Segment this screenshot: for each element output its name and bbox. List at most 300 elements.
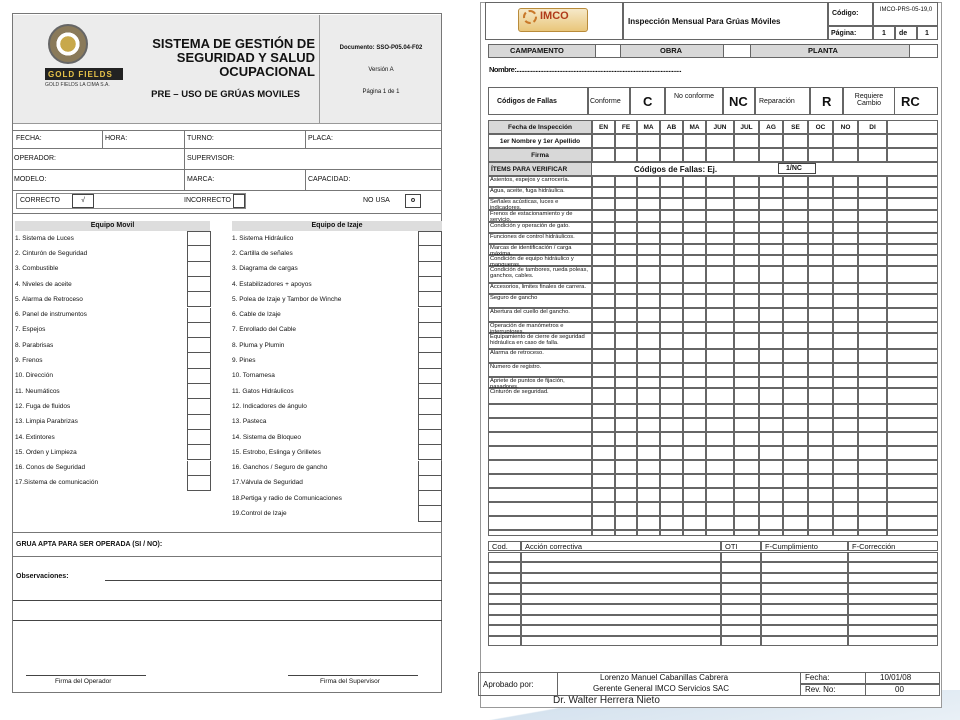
grid-cell[interactable] — [592, 210, 615, 222]
grid-cell[interactable] — [759, 187, 783, 198]
checklist-checkbox[interactable] — [418, 369, 442, 384]
checklist-checkbox[interactable] — [418, 461, 442, 476]
checklist-checkbox[interactable] — [418, 323, 442, 338]
grid-cell[interactable] — [759, 530, 783, 536]
grid-cell[interactable] — [592, 432, 615, 446]
grid-cell[interactable] — [637, 233, 660, 244]
grid-cell[interactable] — [683, 363, 706, 377]
grid-cell[interactable] — [734, 244, 759, 255]
grid-cell[interactable] — [706, 418, 734, 432]
grid-cell[interactable] — [833, 198, 858, 210]
grid-cell[interactable] — [858, 198, 887, 210]
grid-cell[interactable] — [759, 404, 783, 418]
grid-cell[interactable] — [734, 488, 759, 502]
grid-cell[interactable] — [783, 516, 808, 530]
grid-cell[interactable] — [637, 222, 660, 233]
grid-cell[interactable] — [706, 388, 734, 404]
grid-cell[interactable] — [683, 474, 706, 488]
grid-cell[interactable] — [660, 349, 683, 363]
grid-cell[interactable] — [592, 377, 615, 388]
grid-cell[interactable] — [833, 502, 858, 516]
grid-cell[interactable] — [833, 363, 858, 377]
grid-cell[interactable] — [759, 432, 783, 446]
action-cell[interactable] — [488, 552, 521, 563]
grid-cell[interactable] — [592, 244, 615, 255]
grid-cell[interactable] — [808, 388, 833, 404]
checklist-checkbox[interactable] — [418, 430, 442, 445]
grid-cell[interactable] — [734, 222, 759, 233]
grid-cell[interactable] — [833, 404, 858, 418]
grid-cell[interactable] — [592, 148, 615, 162]
grid-cell[interactable] — [637, 388, 660, 404]
grid-cell[interactable] — [783, 294, 808, 308]
grid-cell[interactable] — [887, 474, 938, 488]
grid-cell[interactable] — [592, 516, 615, 530]
grid-cell[interactable] — [887, 349, 938, 363]
grid-cell[interactable] — [759, 502, 783, 516]
grid-cell[interactable] — [887, 418, 938, 432]
grid-cell[interactable] — [858, 134, 887, 148]
grid-cell[interactable] — [637, 418, 660, 432]
grid-cell[interactable] — [706, 255, 734, 266]
grid-cell[interactable] — [808, 349, 833, 363]
grid-cell[interactable] — [615, 432, 637, 446]
grid-cell[interactable] — [833, 244, 858, 255]
grid-cell[interactable] — [808, 460, 833, 474]
grid-cell[interactable] — [660, 460, 683, 474]
grid-cell[interactable] — [858, 474, 887, 488]
grid-cell[interactable] — [833, 322, 858, 333]
grid-cell[interactable] — [660, 322, 683, 333]
grid-cell[interactable] — [706, 363, 734, 377]
grid-cell[interactable] — [833, 333, 858, 349]
grid-cell[interactable] — [637, 283, 660, 294]
grid-cell[interactable] — [734, 404, 759, 418]
grid-cell[interactable] — [734, 460, 759, 474]
grid-cell[interactable] — [592, 308, 615, 322]
grid-cell[interactable] — [759, 460, 783, 474]
checklist-checkbox[interactable] — [418, 246, 442, 261]
grid-cell[interactable] — [808, 474, 833, 488]
grid-cell[interactable] — [783, 176, 808, 187]
grid-cell[interactable] — [833, 176, 858, 187]
action-cell[interactable] — [721, 604, 761, 615]
grid-cell[interactable] — [887, 266, 938, 283]
grid-cell[interactable] — [858, 446, 887, 460]
grid-cell[interactable] — [887, 322, 938, 333]
grid-cell[interactable] — [808, 134, 833, 148]
checklist-checkbox[interactable] — [187, 292, 211, 307]
grid-cell[interactable] — [783, 233, 808, 244]
grid-cell[interactable] — [808, 432, 833, 446]
grid-cell[interactable] — [858, 530, 887, 536]
grid-cell[interactable] — [759, 244, 783, 255]
checklist-checkbox[interactable] — [187, 399, 211, 414]
grid-cell[interactable] — [706, 474, 734, 488]
grid-cell[interactable] — [706, 432, 734, 446]
grid-cell[interactable] — [783, 266, 808, 283]
grid-cell[interactable] — [833, 283, 858, 294]
grid-cell[interactable] — [833, 432, 858, 446]
grid-cell[interactable] — [683, 176, 706, 187]
checklist-checkbox[interactable] — [418, 506, 442, 521]
grid-cell[interactable] — [592, 349, 615, 363]
grid-cell[interactable] — [660, 388, 683, 404]
grid-cell[interactable] — [808, 198, 833, 210]
grid-cell[interactable] — [706, 210, 734, 222]
grid-cell[interactable] — [615, 176, 637, 187]
grid-cell[interactable] — [637, 488, 660, 502]
grid-cell[interactable] — [887, 308, 938, 322]
grid-cell[interactable] — [592, 187, 615, 198]
grid-cell[interactable] — [706, 446, 734, 460]
grid-cell[interactable] — [660, 530, 683, 536]
grid-cell[interactable] — [887, 222, 938, 233]
grid-cell[interactable] — [783, 502, 808, 516]
grid-cell[interactable] — [759, 308, 783, 322]
grid-cell[interactable] — [637, 266, 660, 283]
grid-cell[interactable] — [759, 322, 783, 333]
grid-cell[interactable] — [734, 283, 759, 294]
grid-cell[interactable] — [887, 187, 938, 198]
grid-cell[interactable] — [858, 388, 887, 404]
grid-cell[interactable] — [858, 308, 887, 322]
grid-cell[interactable] — [887, 148, 938, 162]
grid-cell[interactable] — [637, 198, 660, 210]
grid-cell[interactable] — [637, 363, 660, 377]
grid-cell[interactable] — [858, 404, 887, 418]
grid-cell[interactable] — [833, 233, 858, 244]
grid-cell[interactable] — [592, 404, 615, 418]
grid-cell[interactable] — [660, 404, 683, 418]
grid-cell[interactable] — [615, 255, 637, 266]
grid-cell[interactable] — [858, 148, 887, 162]
grid-cell[interactable] — [833, 418, 858, 432]
grid-cell[interactable] — [759, 233, 783, 244]
checklist-checkbox[interactable] — [418, 445, 442, 460]
grid-cell[interactable] — [592, 322, 615, 333]
grid-cell[interactable] — [887, 363, 938, 377]
grid-cell[interactable] — [637, 333, 660, 349]
grid-cell[interactable] — [808, 363, 833, 377]
grid-cell[interactable] — [783, 446, 808, 460]
checklist-checkbox[interactable] — [418, 231, 442, 246]
grid-cell[interactable] — [808, 244, 833, 255]
grid-cell[interactable] — [808, 530, 833, 536]
grid-cell[interactable] — [660, 222, 683, 233]
grid-cell[interactable] — [858, 210, 887, 222]
action-cell[interactable] — [761, 583, 848, 594]
grid-cell[interactable] — [683, 244, 706, 255]
grid-cell[interactable] — [808, 446, 833, 460]
checklist-checkbox[interactable] — [187, 338, 211, 353]
grid-cell[interactable] — [706, 516, 734, 530]
grid-cell[interactable] — [637, 210, 660, 222]
grid-cell[interactable] — [858, 488, 887, 502]
grid-cell[interactable] — [592, 233, 615, 244]
action-cell[interactable] — [488, 583, 521, 594]
grid-cell[interactable] — [887, 255, 938, 266]
grid-cell[interactable] — [615, 187, 637, 198]
grid-cell[interactable] — [759, 294, 783, 308]
grid-cell[interactable] — [858, 432, 887, 446]
grid-cell[interactable] — [706, 502, 734, 516]
grid-cell[interactable] — [759, 176, 783, 187]
grid-cell[interactable] — [887, 294, 938, 308]
grid-cell[interactable] — [734, 255, 759, 266]
grid-cell[interactable] — [783, 322, 808, 333]
grid-cell[interactable] — [706, 530, 734, 536]
grid-cell[interactable] — [887, 530, 938, 536]
action-cell[interactable] — [721, 636, 761, 647]
checklist-checkbox[interactable] — [418, 491, 442, 506]
grid-cell[interactable] — [734, 322, 759, 333]
grid-cell[interactable] — [858, 502, 887, 516]
grid-cell[interactable] — [887, 432, 938, 446]
action-cell[interactable] — [761, 604, 848, 615]
grid-cell[interactable] — [783, 187, 808, 198]
action-cell[interactable] — [761, 573, 848, 584]
action-cell[interactable] — [848, 604, 938, 615]
grid-cell[interactable] — [615, 404, 637, 418]
grid-cell[interactable] — [858, 222, 887, 233]
grid-cell[interactable] — [858, 363, 887, 377]
grid-cell[interactable] — [660, 283, 683, 294]
action-cell[interactable] — [488, 636, 521, 647]
grid-cell[interactable] — [637, 308, 660, 322]
grid-cell[interactable] — [734, 377, 759, 388]
grid-cell[interactable] — [592, 388, 615, 404]
action-cell[interactable] — [761, 562, 848, 573]
grid-cell[interactable] — [759, 363, 783, 377]
grid-cell[interactable] — [759, 349, 783, 363]
grid-cell[interactable] — [637, 148, 660, 162]
grid-cell[interactable] — [683, 446, 706, 460]
grid-cell[interactable] — [660, 418, 683, 432]
grid-cell[interactable] — [615, 294, 637, 308]
checklist-checkbox[interactable] — [187, 430, 211, 445]
checklist-checkbox[interactable] — [418, 399, 442, 414]
grid-cell[interactable] — [734, 233, 759, 244]
grid-cell[interactable] — [706, 377, 734, 388]
grid-cell[interactable] — [683, 432, 706, 446]
grid-cell[interactable] — [660, 176, 683, 187]
action-cell[interactable] — [521, 583, 721, 594]
grid-cell[interactable] — [592, 474, 615, 488]
grid-cell[interactable] — [808, 488, 833, 502]
grid-cell[interactable] — [887, 333, 938, 349]
checklist-checkbox[interactable] — [418, 338, 442, 353]
grid-cell[interactable] — [615, 418, 637, 432]
grid-cell[interactable] — [706, 233, 734, 244]
action-cell[interactable] — [848, 573, 938, 584]
grid-cell[interactable] — [637, 474, 660, 488]
grid-cell[interactable] — [683, 134, 706, 148]
grid-cell[interactable] — [808, 266, 833, 283]
grid-cell[interactable] — [637, 255, 660, 266]
grid-cell[interactable] — [706, 283, 734, 294]
checklist-checkbox[interactable] — [187, 262, 211, 277]
grid-cell[interactable] — [759, 283, 783, 294]
grid-cell[interactable] — [887, 502, 938, 516]
grid-cell[interactable] — [858, 283, 887, 294]
checklist-checkbox[interactable] — [187, 384, 211, 399]
grid-cell[interactable] — [592, 333, 615, 349]
grid-cell[interactable] — [683, 404, 706, 418]
grid-cell[interactable] — [833, 388, 858, 404]
checklist-checkbox[interactable] — [187, 277, 211, 292]
grid-cell[interactable] — [683, 266, 706, 283]
grid-cell[interactable] — [833, 222, 858, 233]
grid-cell[interactable] — [706, 148, 734, 162]
grid-cell[interactable] — [592, 418, 615, 432]
grid-cell[interactable] — [660, 148, 683, 162]
grid-cell[interactable] — [887, 210, 938, 222]
grid-cell[interactable] — [706, 322, 734, 333]
grid-cell[interactable] — [683, 349, 706, 363]
grid-cell[interactable] — [615, 446, 637, 460]
grid-cell[interactable] — [858, 516, 887, 530]
grid-cell[interactable] — [734, 418, 759, 432]
grid-cell[interactable] — [808, 333, 833, 349]
grid-cell[interactable] — [734, 187, 759, 198]
grid-cell[interactable] — [592, 134, 615, 148]
grid-cell[interactable] — [615, 363, 637, 377]
checklist-checkbox[interactable] — [418, 384, 442, 399]
grid-cell[interactable] — [637, 432, 660, 446]
grid-cell[interactable] — [660, 244, 683, 255]
action-cell[interactable] — [848, 615, 938, 626]
grid-cell[interactable] — [660, 474, 683, 488]
grid-cell[interactable] — [734, 294, 759, 308]
action-cell[interactable] — [488, 615, 521, 626]
checklist-checkbox[interactable] — [187, 415, 211, 430]
grid-cell[interactable] — [887, 198, 938, 210]
grid-cell[interactable] — [833, 148, 858, 162]
grid-cell[interactable] — [637, 530, 660, 536]
grid-cell[interactable] — [683, 283, 706, 294]
checklist-checkbox[interactable] — [418, 262, 442, 277]
grid-cell[interactable] — [592, 446, 615, 460]
grid-cell[interactable] — [683, 187, 706, 198]
grid-cell[interactable] — [683, 255, 706, 266]
checklist-checkbox[interactable] — [418, 353, 442, 368]
grid-cell[interactable] — [660, 308, 683, 322]
grid-cell[interactable] — [683, 333, 706, 349]
grid-cell[interactable] — [660, 134, 683, 148]
grid-cell[interactable] — [592, 176, 615, 187]
action-cell[interactable] — [721, 573, 761, 584]
grid-cell[interactable] — [858, 333, 887, 349]
grid-cell[interactable] — [683, 388, 706, 404]
grid-cell[interactable] — [858, 244, 887, 255]
action-cell[interactable] — [488, 594, 521, 605]
grid-cell[interactable] — [706, 308, 734, 322]
grid-cell[interactable] — [887, 176, 938, 187]
grid-cell[interactable] — [592, 222, 615, 233]
grid-cell[interactable] — [615, 198, 637, 210]
grid-cell[interactable] — [858, 294, 887, 308]
grid-cell[interactable] — [660, 187, 683, 198]
grid-cell[interactable] — [683, 222, 706, 233]
checklist-checkbox[interactable] — [187, 231, 211, 246]
action-cell[interactable] — [848, 636, 938, 647]
grid-cell[interactable] — [706, 333, 734, 349]
grid-cell[interactable] — [833, 474, 858, 488]
grid-cell[interactable] — [858, 176, 887, 187]
grid-cell[interactable] — [592, 266, 615, 283]
action-cell[interactable] — [761, 625, 848, 636]
grid-cell[interactable] — [615, 488, 637, 502]
grid-cell[interactable] — [858, 266, 887, 283]
checklist-checkbox[interactable] — [187, 353, 211, 368]
grid-cell[interactable] — [615, 377, 637, 388]
grid-cell[interactable] — [734, 516, 759, 530]
grid-cell[interactable] — [759, 377, 783, 388]
grid-cell[interactable] — [808, 148, 833, 162]
grid-cell[interactable] — [833, 187, 858, 198]
grid-cell[interactable] — [706, 460, 734, 474]
grid-cell[interactable] — [808, 404, 833, 418]
grid-cell[interactable] — [706, 134, 734, 148]
action-cell[interactable] — [521, 636, 721, 647]
grid-cell[interactable] — [660, 255, 683, 266]
action-cell[interactable] — [721, 615, 761, 626]
grid-cell[interactable] — [759, 266, 783, 283]
action-cell[interactable] — [848, 562, 938, 573]
grid-cell[interactable] — [887, 488, 938, 502]
grid-cell[interactable] — [783, 530, 808, 536]
grid-cell[interactable] — [637, 134, 660, 148]
action-cell[interactable] — [721, 552, 761, 563]
grid-cell[interactable] — [887, 460, 938, 474]
action-cell[interactable] — [721, 625, 761, 636]
grid-cell[interactable] — [887, 404, 938, 418]
grid-cell[interactable] — [637, 446, 660, 460]
action-cell[interactable] — [521, 625, 721, 636]
grid-cell[interactable] — [615, 516, 637, 530]
grid-cell[interactable] — [833, 134, 858, 148]
grid-cell[interactable] — [887, 134, 938, 148]
grid-cell[interactable] — [683, 210, 706, 222]
grid-cell[interactable] — [808, 418, 833, 432]
grid-cell[interactable] — [759, 222, 783, 233]
grid-cell[interactable] — [660, 333, 683, 349]
grid-cell[interactable] — [759, 333, 783, 349]
grid-cell[interactable] — [858, 349, 887, 363]
grid-cell[interactable] — [683, 488, 706, 502]
grid-cell[interactable] — [783, 283, 808, 294]
grid-cell[interactable] — [615, 474, 637, 488]
grid-cell[interactable] — [615, 530, 637, 536]
grid-cell[interactable] — [683, 418, 706, 432]
grid-cell[interactable] — [759, 516, 783, 530]
action-cell[interactable] — [848, 625, 938, 636]
action-cell[interactable] — [521, 615, 721, 626]
grid-cell[interactable] — [592, 530, 615, 536]
grid-cell[interactable] — [706, 176, 734, 187]
grid-cell[interactable] — [759, 474, 783, 488]
grid-cell[interactable] — [706, 198, 734, 210]
grid-cell[interactable] — [660, 198, 683, 210]
grid-cell[interactable] — [858, 460, 887, 474]
grid-cell[interactable] — [759, 388, 783, 404]
action-cell[interactable] — [488, 625, 521, 636]
grid-cell[interactable] — [759, 255, 783, 266]
grid-cell[interactable] — [808, 210, 833, 222]
action-cell[interactable] — [761, 636, 848, 647]
grid-cell[interactable] — [637, 460, 660, 474]
